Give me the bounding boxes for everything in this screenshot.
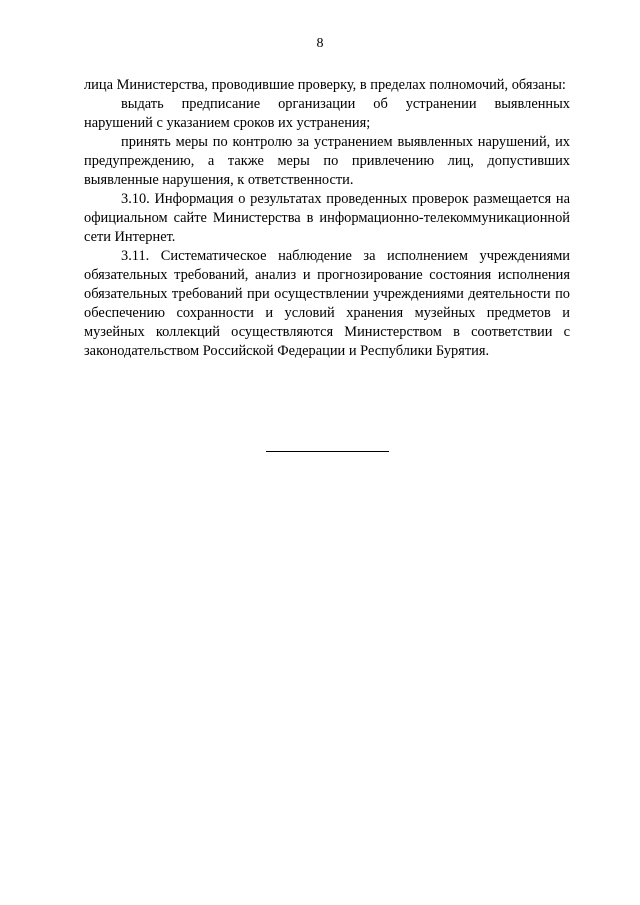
page-number: 8 xyxy=(316,36,324,51)
document-body xyxy=(84,76,570,361)
paragraph-3-10: 3.10. Информация о результатах проведенных проверок размещается на официальном сайте Министерства в информационно-телекоммуникационной сети Интернет. xyxy=(84,191,570,245)
paragraph-intro: лица Министерства, проводившие проверку, в пределах полномочий, обязаны: xyxy=(84,77,566,93)
end-of-document-rule xyxy=(266,451,389,452)
paragraph-issue-order: выдать предписание организации об устранении выявленных нарушений с указанием сроков их устранения; xyxy=(84,96,570,131)
paragraph-3-11: 3.11. Систематическое наблюдение за исполнением учреждениями обязательных требований, анализ и прогнозирование состояния исполнения обязательных требований при осуществлении учреждениями деятельности по обеспечению сохранности и условий хранения музейных предметов и музейных коллекций осуществляются Министерством в соответствии с законодательством Российской Федерации и Республики Бурятия. xyxy=(84,248,570,359)
paragraph-take-measures: принять меры по контролю за устранением выявленных нарушений, их предупреждению, а также меры по привлечению лиц, допустивших выявленные нарушения, к ответственности. xyxy=(84,134,570,188)
